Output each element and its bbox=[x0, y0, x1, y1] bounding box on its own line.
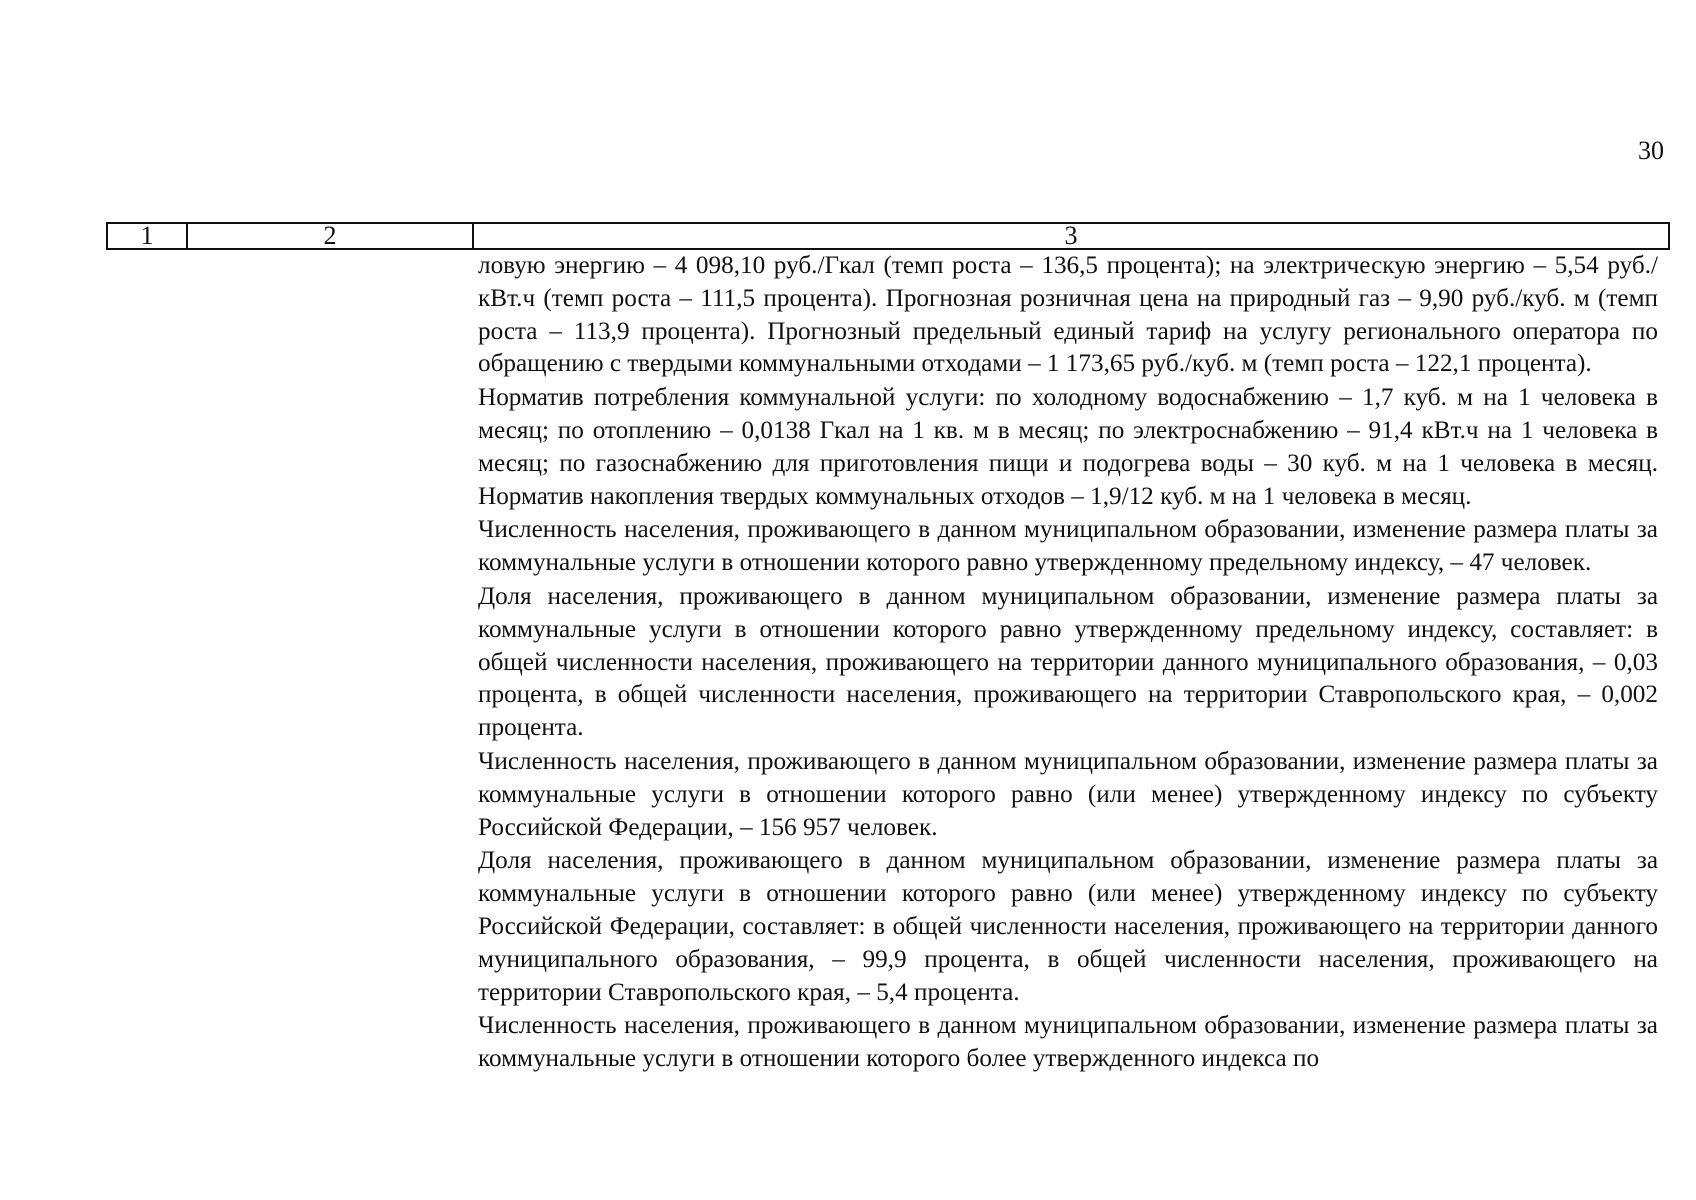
paragraph-share-regional-index: Доля населения, проживающего в данном муниципальном образовании, изменение размера платы за коммунальные услуги в отношении которого равно (или менее) утвержденному индексу по субъекту Российской Федерации, составляет: в общей численности населения, проживающего на территории данного муниципального образования, – 99,9 процента, в общей численности населения, проживающего на территории Ставропольского края, – 5,4 процента. bbox=[478, 847, 1658, 1006]
table-header bbox=[106, 222, 1670, 250]
column-3-header: 3 bbox=[473, 223, 1669, 249]
paragraph-share-limit-index: Доля населения, проживающего в данном муниципальном образовании, изменение размера платы за коммунальные услуги в отношении которого равно утвержденному предельному индексу, составляет: в общей численности населения, проживающего на территории данного муниципального образования, – 0,03 процента, в общей численности населения, проживающего на территории Ставропольского края, – 0,002 процента. bbox=[478, 582, 1658, 742]
paragraph-consumption-norms: Норматив потребления коммунальной услуги: по холодному водоснабжению – 1,7 куб. м на 1 человека в месяц; по отоплению – 0,0138 Гкал на 1 кв. м в месяц; по электроснабжению – 91,4 кВт.ч на 1 человека в месяц; по газоснабжению для приготовления пищи и подогрева воды – 30 куб. м на 1 человека в месяц. Норматив накопления твердых коммунальных отходов – 1,9/12 куб. м на 1 человека в месяц. bbox=[478, 384, 1658, 510]
paragraph-tariffs: ловую энергию – 4 098,10 руб./Гкал (темп роста – 136,5 процента); на электрическую энергию – 5,54 руб./кВт.ч (темп роста – 111,5 процента). Прогнозная розничная цена на природный газ – 9,90 руб./куб. м (темп роста – 113,9 процента). Прогнозный предельный единый тариф на услугу регионального оператора по обращению с твердыми коммунальными отходами – 1 173,65 руб./куб. м (темп роста – 122,1 процента). bbox=[478, 252, 1658, 378]
paragraph-population-limit-index: Численность населения, проживающего в данном муниципальном образовании, изменение размера платы за коммунальные услуги в отношении которого равно утвержденному предельному индексу, – 47 человек. bbox=[478, 516, 1658, 577]
paragraph-population-regional-index: Численность населения, проживающего в данном муниципальном образовании, изменение размера платы за коммунальные услуги в отношении которого равно (или менее) утвержденному индексу по субъекту Российской Федерации, – 156 957 человек. bbox=[478, 747, 1658, 841]
column-2-header: 2 bbox=[187, 223, 473, 249]
page-number: 30 bbox=[1638, 136, 1664, 165]
column-3-content bbox=[478, 250, 1658, 1077]
paragraph-population-above-index: Численность населения, проживающего в данном муниципальном образовании, изменение размера платы за коммунальные услуги в отношении которого более утвержденного индекса по bbox=[478, 1012, 1658, 1073]
table-header-row bbox=[107, 223, 1669, 249]
column-1-header: 1 bbox=[107, 223, 187, 249]
